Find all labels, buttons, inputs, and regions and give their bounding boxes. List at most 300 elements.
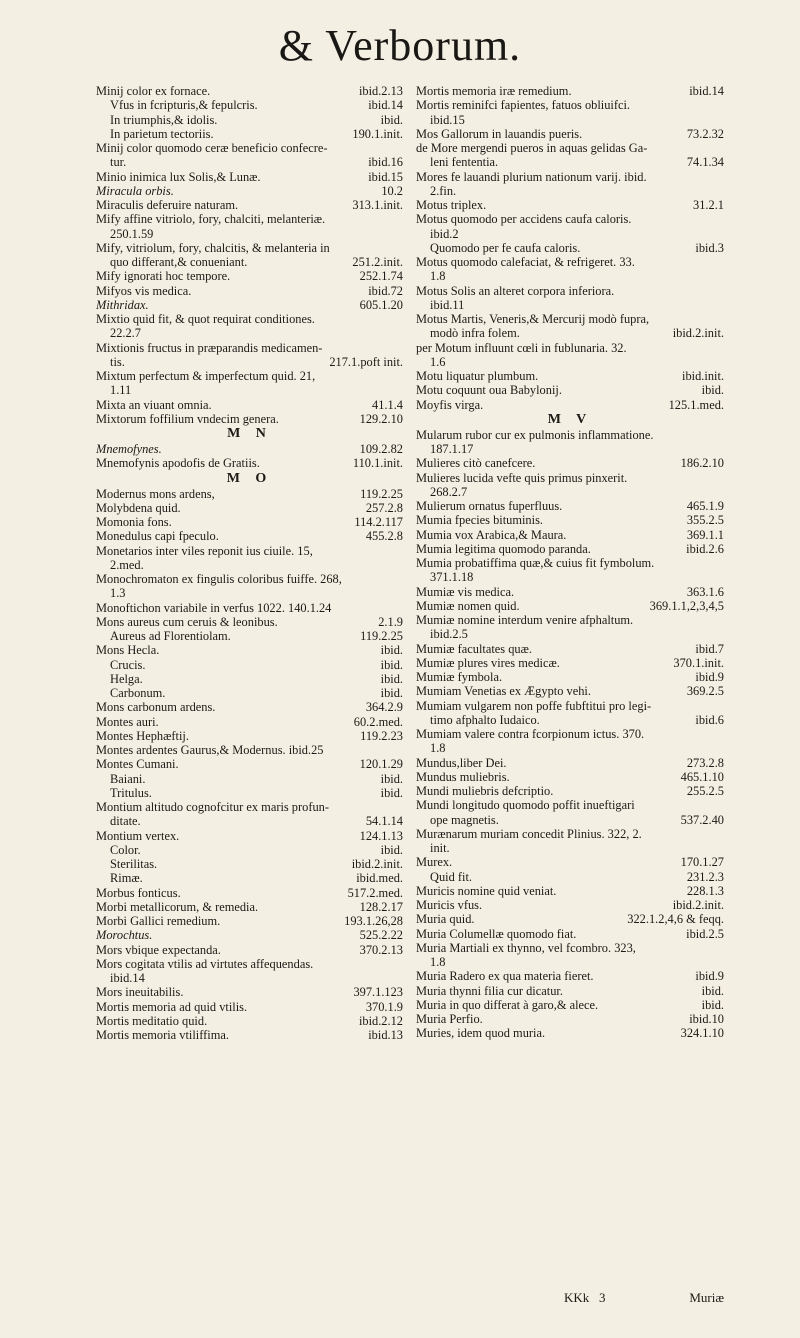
index-entry [416, 884, 724, 898]
entry-text: Mulieres lucida vefte quis primus pinxerit. [416, 470, 628, 485]
page-reference: ibid.14 [368, 98, 403, 113]
entry-text: 1.3 [110, 586, 126, 601]
index-entry [96, 886, 403, 900]
page-reference: ibid. [380, 842, 403, 857]
index-entry [96, 900, 403, 914]
entry-text: Monochromaton ex fingulis coloribus fuiffe. 268, [96, 572, 342, 586]
entry-text: Mnemofynes. [96, 442, 162, 456]
page-reference: ibid.9 [695, 969, 724, 984]
entry-text: 1.8 [430, 741, 446, 756]
index-entry [416, 542, 724, 556]
index-entry [96, 643, 403, 657]
entry-text: ibid.2.5 [430, 627, 468, 642]
entry-text: Aureus ad Florentiolam. [110, 629, 231, 643]
index-entry [416, 699, 724, 713]
entry-text: 371.1.18 [430, 570, 474, 585]
entry-text: Mixtorum foffilium vndecim genera. [96, 411, 279, 426]
index-entry [416, 912, 724, 926]
index-entry [96, 871, 403, 885]
index-entry [96, 786, 403, 800]
entry-text: Motus triplex. [416, 198, 487, 212]
page-reference: ibid.2.5 [686, 926, 724, 941]
index-entry [96, 184, 403, 198]
index-entry [96, 572, 403, 586]
index-entry [96, 212, 403, 226]
entry-text: Mixtionis fructus in præparandis medicamen- [96, 340, 323, 355]
index-entry [416, 513, 724, 527]
index-entry [416, 941, 724, 955]
index-entry [416, 241, 724, 255]
page-reference: 54.1.14 [365, 814, 403, 829]
entry-text: Montium vertex. [96, 828, 180, 843]
page-reference: 10.2 [381, 183, 403, 198]
index-entry [96, 198, 403, 212]
index-entry [96, 686, 403, 700]
page-reference: 363.1.6 [686, 584, 724, 599]
entry-text: Molybdena quid. [96, 500, 181, 515]
entry-text: Motus Solis an alteret corpora inferiora. [416, 283, 615, 298]
page-reference: 190.1.init. [352, 126, 403, 141]
page-reference: ibid. [701, 997, 724, 1012]
index-entry-continuation [96, 255, 403, 269]
entry-text: Mons carbonum ardens. [96, 700, 216, 715]
index-entry [96, 1014, 403, 1028]
letter-section-header: M V [547, 411, 593, 427]
entry-text: Muries, idem quod muria. [416, 1026, 546, 1041]
entry-text: 1.8 [430, 955, 446, 969]
entry-text: Muria Radero ex qua materia fieret. [416, 969, 594, 984]
entry-text: Muria thynni filia cur dicatur. [416, 983, 563, 998]
entry-text: Mnemofynis apodofis de Gratiis. [96, 456, 260, 471]
entry-text: 1.8 [430, 269, 446, 284]
page-reference: ibid. [380, 671, 403, 686]
entry-text: 187.1.17 [430, 442, 474, 456]
page-reference: 465.1.9 [686, 499, 724, 513]
entry-text: Muria Columellæ quomodo fiat. [416, 926, 577, 941]
index-entry [96, 757, 403, 771]
index-entry [416, 898, 724, 912]
page-reference: ibid. [380, 112, 403, 127]
entry-text: Morbi Gallici remedium. [96, 914, 221, 928]
index-entry [96, 601, 403, 615]
entry-text: Mumiæ nomine interdum venire afphaltum. [416, 613, 634, 627]
page-reference: ibid.10 [689, 1012, 724, 1026]
index-entry-continuation [96, 155, 403, 169]
entry-text: Mulierum ornatus fuperfluus. [416, 499, 563, 513]
index-entry [96, 501, 403, 515]
running-head: & Verborum. [278, 21, 522, 70]
index-entry [96, 127, 403, 141]
right-index-column [416, 84, 724, 1041]
entry-text: modò infra folem. [430, 326, 520, 341]
entry-text: Muricis nomine quid veniat. [416, 883, 557, 898]
entry-text: Mortis memoria vtiliffima. [96, 1028, 229, 1042]
index-entry [96, 113, 403, 127]
page-reference: 455.2.8 [365, 529, 403, 544]
entry-text: Minij color ex fornace. [96, 84, 211, 98]
index-entry [96, 928, 403, 942]
page-reference: ibid. [380, 771, 403, 786]
index-entry [96, 1000, 403, 1014]
page-reference: 252.1.74 [359, 269, 403, 284]
entry-text: leni fententia. [430, 155, 499, 170]
entry-text: Mulieres citò canefcere. [416, 456, 536, 471]
entry-text: Sterilitas. [110, 857, 158, 871]
entry-text: 1.6 [430, 354, 446, 369]
index-entry [416, 284, 724, 298]
index-entry [416, 170, 724, 184]
index-entry [96, 487, 403, 501]
page-reference: 125.1.med. [668, 397, 724, 412]
footer-signature-line [416, 1290, 724, 1306]
entry-text: Rimæ. [110, 871, 143, 886]
page-reference: ibid. [380, 686, 403, 700]
page-reference: ibid. [380, 643, 403, 658]
index-entry-continuation [416, 741, 724, 755]
page-reference: 109.2.82 [359, 442, 403, 456]
entry-text: init. [430, 841, 450, 855]
page-reference: 119.2.25 [360, 486, 403, 501]
entry-text: Mumiæ plures vires medicæ. [416, 655, 560, 670]
index-entry [416, 984, 724, 998]
page-reference: 525.2.22 [359, 928, 403, 943]
entry-text: Baiani. [110, 771, 146, 786]
page-reference: ibid.2.init. [351, 857, 403, 871]
index-entry [416, 969, 724, 983]
index-entry [416, 499, 724, 513]
index-entry-continuation [416, 570, 724, 584]
index-entry [96, 284, 403, 298]
page-reference: ibid.16 [368, 155, 403, 170]
entry-text: Miracula orbis. [96, 183, 174, 198]
entry-text: Minio inimica lux Solis,& Lunæ. [96, 169, 261, 184]
entry-text: Mortis meditatio quid. [96, 1013, 208, 1028]
index-entry-continuation [416, 326, 724, 340]
page-reference: 170.1.27 [680, 855, 724, 870]
index-entry [416, 599, 724, 613]
entry-text: Mumiæ nomen quid. [416, 598, 520, 613]
index-entry [96, 141, 403, 155]
entry-text: 2.med. [110, 557, 144, 572]
index-entry [416, 784, 724, 798]
index-entry [416, 398, 724, 412]
index-entry-continuation [96, 383, 403, 397]
index-entry [96, 743, 403, 757]
page-reference: ibid.2.12 [358, 1013, 403, 1028]
index-entry [96, 700, 403, 714]
entry-text: Mors vbique expectanda. [96, 942, 221, 957]
entry-text: ditate. [110, 814, 141, 829]
page-reference: 369.1.1,2,3,4,5 [649, 598, 724, 613]
entry-text: timo afphalto Iudaico. [430, 712, 540, 727]
index-entry [416, 770, 724, 784]
index-entry [416, 756, 724, 770]
page-reference: 370.2.13 [359, 942, 403, 957]
page-reference: ibid.9 [695, 670, 724, 684]
entry-text: Mores fe lauandi plurium nationum varij. ibid. [416, 169, 647, 184]
page-reference: ibid.2.13 [358, 84, 403, 98]
entry-text: Motu coquunt oua Babylonij. [416, 383, 562, 398]
page-reference: 465.1.10 [680, 769, 724, 784]
page-reference: ibid.15 [368, 169, 403, 184]
index-entry [416, 84, 724, 98]
index-entry [416, 255, 724, 269]
page-reference: ibid.2.init. [672, 898, 724, 912]
entry-text: Mixtum perfectum & imperfectum quid. 21, [96, 369, 316, 383]
entry-text: Muria in quo differat à garo,& alece. [416, 997, 599, 1012]
entry-text: ibid.15 [430, 112, 465, 127]
entry-text: Mors cogitata vtilis ad virtutes affequendas. [96, 956, 314, 971]
entry-text: Modernus mons ardens, [96, 486, 215, 501]
page-reference: 41.1.4 [372, 397, 403, 412]
page-reference: ibid. [380, 657, 403, 672]
index-entry [96, 658, 403, 672]
index-entry-continuation [416, 269, 724, 283]
index-entry [96, 442, 403, 456]
index-entry-continuation [416, 355, 724, 369]
entry-text: Montes Cumani. [96, 757, 179, 772]
index-entry [416, 341, 724, 355]
page-reference: 120.1.29 [359, 757, 403, 772]
index-entry [416, 585, 724, 599]
index-entry [416, 670, 724, 684]
page-reference: 231.2.3 [686, 869, 724, 884]
index-entry [416, 613, 724, 627]
entry-text: Monedulus capi fpeculo. [96, 529, 219, 544]
page-reference: 517.2.med. [347, 885, 403, 900]
page-reference: 60.2.med. [353, 714, 403, 729]
index-entry [416, 127, 724, 141]
letter-section-header: M N [227, 426, 272, 441]
index-entry [96, 312, 403, 326]
index-entry-continuation [96, 558, 403, 572]
page-reference: 322.1.2,4,6 & feqq. [627, 912, 724, 927]
index-entry [96, 800, 403, 814]
entry-text: Mixta an viuant omnia. [96, 397, 212, 412]
entry-text: Muria Perfio. [416, 1012, 483, 1026]
page-reference: ibid.2.6 [686, 541, 724, 556]
page-reference: 369.1.1 [686, 527, 724, 542]
page-reference: 255.2.5 [686, 784, 724, 798]
entry-text: per Motum influunt cœli in fublunaria. 32. [416, 340, 627, 355]
page-reference: 605.1.20 [359, 297, 403, 312]
index-entry [96, 672, 403, 686]
entry-text: Mumia legitima quomodo paranda. [416, 541, 591, 556]
index-entry [96, 398, 403, 412]
page-reference: 397.1.123 [353, 985, 403, 1000]
index-entry [416, 198, 724, 212]
index-entry [416, 383, 724, 397]
entry-text: Helga. [110, 671, 143, 686]
index-entry [416, 141, 724, 155]
index-entry [416, 528, 724, 542]
page-reference: 257.2.8 [365, 500, 403, 515]
entry-text: Murex. [416, 855, 453, 870]
index-entry-continuation [416, 813, 724, 827]
entry-text: Monetarios inter viles reponit ius ciuile. 15, [96, 543, 313, 558]
signature-letters: KKk [564, 1290, 590, 1305]
entry-text: Mors ineuitabilis. [96, 985, 184, 1000]
entry-text: Mortis memoria iræ remedium. [416, 84, 572, 98]
index-entry [416, 471, 724, 485]
entry-text: Morochtus. [96, 928, 153, 943]
entry-text: Color. [110, 842, 141, 857]
index-entry [96, 544, 403, 558]
index-entry [416, 369, 724, 383]
index-entry-continuation [96, 227, 403, 241]
entry-text: Muria Martiali ex thynno, vel fcombro. 323, [416, 940, 636, 955]
page-reference: 537.2.40 [680, 812, 724, 827]
entry-text: Muria quid. [416, 912, 475, 927]
entry-text: In parietum tectoriis. [110, 126, 214, 141]
entry-text: 268.2.7 [430, 484, 468, 499]
index-entry [416, 642, 724, 656]
entry-text: ibid.2 [430, 226, 459, 241]
index-entry [96, 1028, 403, 1042]
entry-text: Mixtio quid fit, & quot requirat conditiones. [96, 312, 315, 326]
page-reference: 73.2.32 [686, 126, 724, 141]
page-reference: 114.2.117 [354, 515, 403, 529]
entry-text: Montes Hephæftij. [96, 728, 189, 743]
index-entry [96, 957, 403, 971]
page-reference: ibid.6 [695, 712, 724, 727]
index-entry [96, 241, 403, 255]
index-entry [96, 629, 403, 643]
entry-text: Motu liquatur plumbum. [416, 369, 539, 383]
page-reference: ibid.7 [695, 641, 724, 656]
entry-text: Mos Gallorum in lauandis pueris. [416, 126, 583, 141]
index-entry [416, 998, 724, 1012]
index-entry-continuation [416, 442, 724, 456]
index-entry [416, 727, 724, 741]
entry-text: Murænarum muriam concedit Plinius. 322, 2. [416, 826, 642, 841]
index-entry [96, 84, 403, 98]
index-entry-continuation [96, 814, 403, 828]
entry-text: ibid.11 [430, 297, 465, 312]
index-entry [416, 312, 724, 326]
entry-text: Montes ardentes Gaurus,& Modernus. ibid.25 [96, 743, 324, 757]
index-entry [416, 684, 724, 698]
entry-text: ibid.14 [110, 971, 145, 985]
index-entry [96, 985, 403, 999]
index-entry-continuation [96, 586, 403, 600]
index-entry-continuation [416, 155, 724, 169]
signature-mark [416, 1290, 606, 1306]
index-entry [96, 943, 403, 957]
page-reference: 129.2.10 [359, 411, 403, 426]
entry-text: Tritulus. [110, 785, 152, 800]
index-entry [96, 729, 403, 743]
index-entry [416, 456, 724, 470]
index-entry [416, 927, 724, 941]
entry-text: 2.fin. [430, 183, 457, 198]
page-reference: 186.2.10 [680, 456, 724, 471]
page-reference: 110.1.init. [352, 456, 403, 471]
page-reference: 228.1.3 [686, 883, 724, 898]
index-entry [96, 529, 403, 543]
entry-text: Mifyos vis medica. [96, 283, 192, 298]
page-reference: ibid. [701, 383, 724, 398]
entry-text: Miraculis deferuire naturam. [96, 198, 239, 212]
entry-text: In triumphis,& idolis. [110, 112, 218, 127]
entry-text: Mundi muliebris defcriptio. [416, 784, 554, 798]
index-entry-continuation [416, 485, 724, 499]
page-reference: 251.2.init. [352, 255, 403, 269]
index-entry-continuation [416, 298, 724, 312]
index-entry [96, 341, 403, 355]
index-entry [416, 827, 724, 841]
entry-text: Quid fit. [430, 869, 472, 884]
index-entry [416, 798, 724, 812]
letter-section-header: M O [226, 470, 273, 486]
index-entry-continuation [416, 955, 724, 969]
entry-text: Mortis reminifci fapientes, fatuos obliuifci. [416, 98, 631, 113]
entry-text: Mify, vitriolum, fory, chalcitis, & melanteria in [96, 240, 330, 255]
index-entry-continuation [416, 627, 724, 641]
page-reference: ibid.init. [682, 369, 724, 383]
page-reference: 119.2.25 [360, 629, 403, 643]
index-entry-continuation [416, 113, 724, 127]
entry-text: Crucis. [110, 657, 146, 672]
index-entry [96, 914, 403, 928]
index-entry [96, 412, 403, 426]
page-reference: 324.1.10 [680, 1026, 724, 1041]
page-reference: 217.1.poft init. [329, 354, 403, 369]
page-reference: ibid. [380, 785, 403, 800]
entry-text: Morbi metallicorum, & remedia. [96, 899, 259, 914]
page-reference: 31.2.1 [693, 198, 724, 212]
entry-text: Mons aureus cum ceruis & leonibus. [96, 614, 278, 629]
entry-text: Montium altitudo cognofcitur ex maris profun- [96, 800, 329, 814]
entry-text: Mumiæ vis medica. [416, 584, 515, 599]
entry-text: Mons Hecla. [96, 643, 160, 658]
entry-text: tur. [110, 155, 127, 170]
index-entry [416, 98, 724, 112]
index-entry [96, 829, 403, 843]
entry-text: tis. [110, 354, 125, 369]
entry-text: Mundus muliebris. [416, 769, 510, 784]
index-entry [96, 772, 403, 786]
index-entry [96, 298, 403, 312]
index-entry [96, 456, 403, 470]
page-reference: 74.1.34 [686, 155, 724, 170]
entry-text: Mumia probatiffima quæ,& cuius fit fymbolum. [416, 556, 655, 570]
page-reference: 369.2.5 [686, 684, 724, 699]
entry-text: Motus quomodo calefaciat, & refrigeret. 33. [416, 255, 635, 269]
entry-text: 250.1.59 [110, 226, 154, 241]
page-reference: 193.1.26,28 [344, 914, 403, 928]
page-reference: 2.1.9 [378, 614, 403, 629]
entry-text: Morbus fonticus. [96, 885, 181, 900]
index-entry [96, 615, 403, 629]
entry-text: Quomodo per fe caufa caloris. [430, 240, 581, 255]
page-reference: ibid.2.init. [672, 326, 724, 341]
index-entry-continuation [416, 713, 724, 727]
page-reference: ibid.13 [368, 1028, 403, 1042]
page-reference: 370.1.init. [673, 655, 724, 670]
page-reference: 313.1.init. [352, 198, 403, 212]
index-entry [416, 656, 724, 670]
entry-text: Mortis memoria ad quid vtilis. [96, 999, 248, 1014]
page-reference: ibid.14 [689, 84, 724, 98]
entry-text: Momonia fons. [96, 515, 172, 529]
entry-text: Montes auri. [96, 714, 159, 729]
page-reference: 355.2.5 [686, 513, 724, 528]
index-entry [96, 269, 403, 283]
entry-text: Moyfis virga. [416, 397, 484, 412]
page-reference: ibid.72 [368, 283, 403, 298]
entry-text: Muricis vfus. [416, 898, 483, 912]
